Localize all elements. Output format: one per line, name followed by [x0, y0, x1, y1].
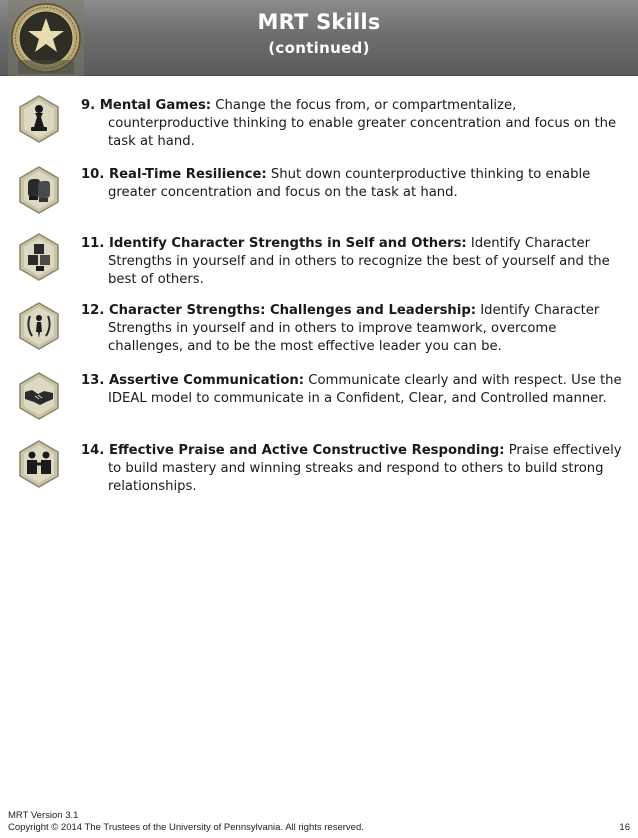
- skill-heading: 14. Effective Praise and Active Constructive Responding:: [81, 443, 505, 458]
- page-header: [0, 0, 638, 76]
- skill-heading: 12. Character Strengths: Challenges and Leadership:: [81, 303, 477, 318]
- skill-heading: 9. Mental Games:: [81, 98, 212, 113]
- chess-pawn-icon: [18, 95, 60, 143]
- stacked-blocks-icon: [18, 233, 60, 281]
- skill-heading: 13. Assertive Communication:: [81, 373, 305, 388]
- page-number: 16: [619, 822, 630, 833]
- skill-text: [81, 235, 626, 289]
- skill-body: Communicate clearly and with respect. Use the IDEAL model to communicate in a Confident, Clear, and Controlled manner.: [108, 373, 622, 406]
- two-people-icon: [18, 440, 60, 488]
- skill-body: Identify Character Strengths in yourself and in others to improve teamwork, overcome challenges, and to be the most effective leader you can be.: [108, 303, 600, 354]
- boxing-gloves-icon: [18, 166, 60, 214]
- skill-text: [81, 97, 626, 151]
- skill-text: [81, 166, 626, 202]
- footer-copyright: Copyright © 2014 The Trustees of the University of Pennsylvania. All rights reserved.: [8, 822, 364, 833]
- skill-text: [81, 372, 626, 408]
- skill-heading: 10. Real-Time Resilience:: [81, 167, 267, 182]
- handshake-icon: [18, 372, 60, 420]
- skill-body: Praise effectively to build mastery and winning streaks and respond to others to build strong relationships.: [108, 443, 622, 494]
- page-title: MRT Skills: [257, 10, 381, 34]
- skill-body: Identify Character Strengths in yourself and in others to recognize the best of yourself and the best of others.: [108, 236, 610, 287]
- page-subtitle: (continued): [268, 39, 370, 57]
- laurel-figure-icon: [18, 302, 60, 350]
- footer-version: MRT Version 3.1: [8, 810, 79, 821]
- skill-heading: 11. Identify Character Strengths in Self and Others:: [81, 236, 467, 251]
- skill-body: Shut down counterproductive thinking to enable greater concentration and focus on the task at hand.: [108, 167, 591, 200]
- skill-text: [81, 302, 626, 356]
- skill-text: [81, 442, 626, 496]
- skill-body: Change the focus from, or compartmentalize, counterproductive thinking to enable greater concentration and focus on the task at hand.: [108, 98, 617, 149]
